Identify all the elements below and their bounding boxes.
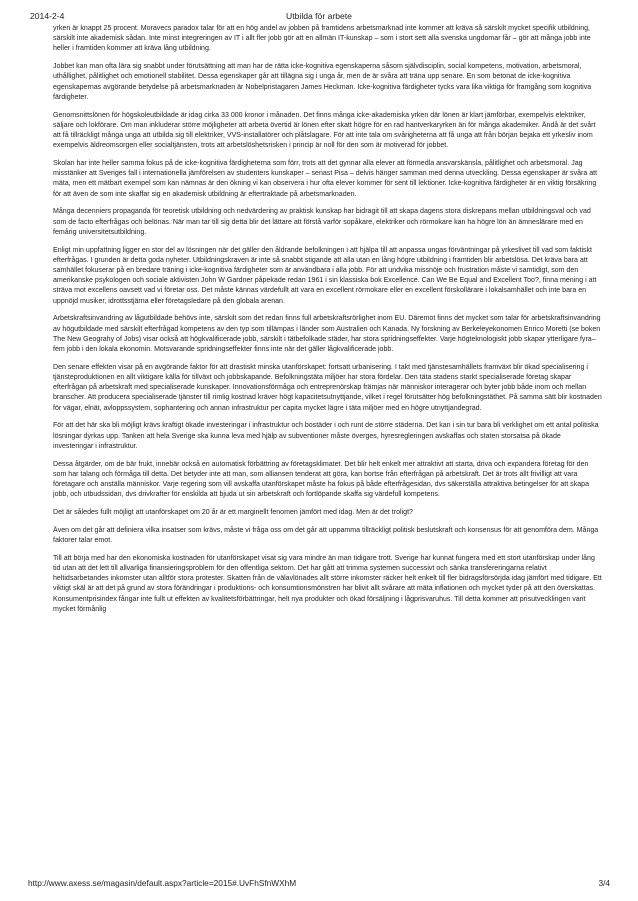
paragraph: Många decenniers propaganda för teoretisk utbildning och nedvärdering av praktisk kunskap har bidragit till att skapa dagens stora diskrepans mellan utbildningsval och vad som de facto efterfrågas och belönas. När man tar till sig detta blir det lättare att förstå varför sopåkare, elektriker och rörmokare kan ha högre lön än ämneslärare med en femårig universitetsutbildning. [53,208,591,236]
paragraph: För att det här ska bli möjligt krävs kraftigt ökade investeringar i infrastruktur och bostäder i och runt de större städerna. Det kan i sin tur bara bli verklighet om ett antal politiska lösningar dyrkas upp. Tanken att hela Sverige ska kunna leva med hjälp av subventioner måste överges, hyresregleringen avskaffas och staten storsatsa på ökade investeringar i infrastruktur. [53,422,599,450]
print-date: 2014-2-4 [30,11,65,21]
paragraph: Arbetskraftsinvandring av lågutbildade behövs inte, särskilt som det redan finns full arbetskraftsrörlighet inom EU. Däremot finns det mycket som talar för arbetskraftsinvandring av högutbildade med särskilt efterfrågad kompetens av den typ som tillämpas i länder som Australien och Kanada. Ny forskning av Berkeleyekonomen Enrico Moretti (se boken The New Geograhy of Jobs) visar också att högkvalificerade jobb, särskilt i tätbefolkade städer, har stora spridningseffekter. Varje högteknologiskt jobb skapar ytterligare fyra–fem jobb i den lokala ekonomin. Motsvarande spridningseffekter finns inte när det gäller lågkvalificerade jobb. [53,315,601,354]
page-header [0,9,638,23]
paragraph: Även om det går att definiera vilka insatser som krävs, måste vi fråga oss om det går att uppamma tillräckligt politisk beslutskraft och konsensus för att genomföra dem. Många faktorer talar emot. [53,526,599,545]
paragraph: Genomsnittslönen för högskoleutbildade är idag cirka 33 000 kronor i månaden. Det finns många icke-akademiska yrken där lönen är klart jämförbar, exempelvis elektriker, säljare och lokförare. Om man inkluderar större möjligheter att arbeta övertid är lönen efter skatt högre för en rad hantverkaryrken än för många akademiker. Ändå är det svårt att få tillräckligt många unga att utbilda sig till elektriker, VVS-installatörer och plåtslagare. För att inte tala om svårigheterna att få unga att från början bejaka ett yrkesliv inom exempelvis äldreomsorgen eller socialtjänsten, trots att arbetslöshetsrisken i princip är noll för den som är motiverad för jobbet. [53,111,596,150]
paragraph: Det är således fullt möjligt att utanförskapet om 20 år är ett marginellt fenomen jämfört med idag. Men är det troligt? [53,509,413,517]
paragraph: Den senare effekten visar på en avgörande faktor för att drastiskt minska utanförskapet: fortsatt urbanisering. I takt med tjänstesamhällets framväxt blir ökad specialisering i tjänsteproduktionen en allt viktigare källa för tillväxt och jobbskapande. Befolkningstäta miljöer har stora fördelar. Den täta stadens starkt specialiserade företag skapar efterfrågan på arbetskraft med specialiserade kunskaper. Innovationsförmåga och entreprenörskap främjas när människor interagerar och byter jobb både inom och mellan branscher. Att producera specialiserade tjänster till rimlig kostnad kräver högt kapacitetsutnyttjande, vilket i regel förutsätter hög befolkningstäthet. På samma sätt blir kostnaden för vägar, elnät, avloppssystem, sophantering och annan infrastruktur per capita mycket lägre i täta miljöer med en högre utnyttjandegrad. [53,363,602,412]
paragraph: Till att börja med har den ekonomiska kostnaden för utanförskapet visat sig vara mindre än man tidigare trott. Sverige har kunnat fungera med ett stort utanförskap under lång tid utan att det lett till allvarliga finansieringsproblem för den offentliga sektorn. Det har gått att trimma systemen successivt och sänka transfereringarna relativt heltidsarbetandes inkomster utan alltför stora protester. Skatten från de välavlönades allt större inkomster räcker helt enkelt till fler bidragsförsörjda idag jämfört med tidigare. Ett viktigt skäl är att det på grund av stora förändringar i produktions- och konsumtionsmönstren har blivit allt svårare att mäta inflationen och mycket tyder på att den överskattas. Konsumentprisindex fångar inte fullt ut effekten av kvalitetsförbättringar, helt nya produkter och ökad försäljning i lågprisvaruhus. Till detta kommer att prisutvecklingen varit mycket förmånlig [53,554,602,613]
paragraph: Enligt min uppfattning ligger en stor del av lösningen när det gäller den åldrande befolkningen i att hjälpa till att anpassa ungas förväntningar på yrkeslivet till vad som faktiskt efterfrågas. I grunden är detta goda nyheter. Utbildningskraven är inte så snabbt stigande att alla utan en lång högre utbildning i framtiden blir arbetslösa. Det kräva bara att samhället fokuserar på en bredare träning i icke-kognitiva färdigheter som är användbara i alla jobb. För att undvika missnöje och frustration måste vi samtidigt, som den amerikanske psykologen och sociale aktivisten John W Gardner påpekade redan 1961 i sin klassiska bok Excellence. Can We Be Equal and Excellent Too?, finna mening i att sträva mot excellens oavsett vad vi företar oss. Det måste kännas värdefullt att vara en excellent rörmokare eller en excellent förskollärare i lokalsamhället och inte bara en uppnöjd musiker, idrottsstjärna eller företagsledare på den globala arenan. [53,246,597,305]
page-footer [0,876,638,890]
page-title: Utbilda för arbete [286,11,352,21]
paragraph: yrken är knappt 25 procent. Moravecs paradox talar för att en hög andel av jobben på framtidens arbetsmarknad inte kommer att kräva så särskilt mycket specifik utbildning, särskilt inte akademisk sådan. Inte minst integreringen av IT i allt fler jobb gör att en allmän IT-kunskap – som i stort sett alla svenska ungdomar får – gör att många jobb inte heller i framtiden kommer att kräva lång utbildning. [53,25,591,53]
paragraph: Jobbet kan man ofta lära sig snabbt under förutsättning att man har de rätta icke-kognitiva egenskaperna såsom självdisciplin, social kompetens, motivation, arbetsmoral, uthållighet, pålitlighet och emotionell stabilitet. Dessa egenskaper går att tillägna sig i unga år, men de är svåra att träna upp senare. En som betonat de icke-kognitiva egenskapernas avgörande betydelse på arbetsmarknaden är Nobelpristagaren James Heckman. Icke-kognitiva färdigheter tycks vara lika viktiga för framgång som kognitiva färdigheter. [53,63,592,101]
page-number: 3/4 [598,878,610,888]
source-url: http://www.axess.se/magasin/default.aspx?article=2015#.UvFhSfnWXhM [28,878,297,888]
paragraph: Skolan har inte heller samma fokus på de icke-kognitiva färdigheterna som förr, trots att det gynnar alla elever att förmedla ansvarskänsla, pålitlighet och arbetsmoral. Jag misstänker att Sveriges fall i internationella jämförelsen av studenters kunskaper – senast Pisa – delvis hänger samman med denna utveckling. Dessa egenskaper är svåra att mäta, men ett mätbart exempel som kan nämnas är den ökning vi kan observera i hur ofta elever kommer för sent till lektioner. Icke-kognitiva färdigheter är en viktig försäkring för att även de som inte skaffar sig en akademisk utbildning är eftertraktade på arbetsmarknaden. [53,160,598,198]
article-body [53,24,602,623]
paragraph: Dessa åtgärder, om de bär frukt, innebär också en automatisk förbättring av företagsklimatet. Det blir helt enkelt mer attraktivt att starta, driva och expandera företag för den som har talang och förmåga till detta. Det betyder inte att man, som alliansen tenderat att göra, kan bortse från efterfrågan på arbetskraft. Det är trots allt frivilligt att vara företagare och anställa människor. Varje regering som vill avskaffa utanförskapet måste ha fokus på både efterfrågesidan, dvs säkerställa attraktiva betingelser för att skapa jobb, och utbudssidan, dvs drivkrafter för enskilda att bjuda ut sin arbetskraft och fortlöpande skaffa sig värdefull kompetens. [53,460,589,499]
